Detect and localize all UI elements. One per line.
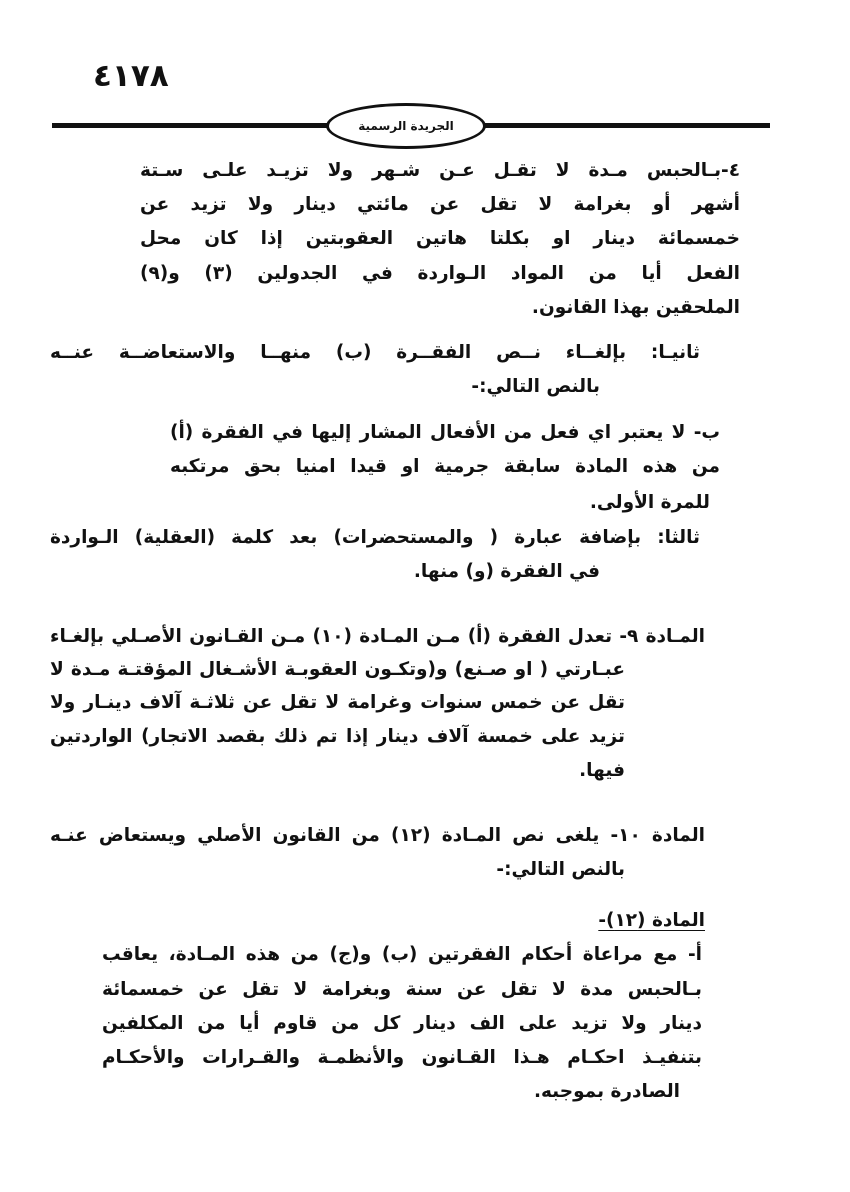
page-number: ٤١٧٨ (93, 58, 169, 94)
article10-line-2: بالنص التالي:- (496, 859, 625, 880)
article12-line-1: أ- مع مراعاة أحكام الفقرتين (ب) و(ج) من هذه المـادة، يعاقب (102, 944, 702, 965)
article9-line-3: تقل عن خمس سنوات وغرامة لا تقل عن ثلاثـة آلاف دينـار ولا (50, 692, 625, 713)
second-line-2: بالنص التالي:- (471, 376, 600, 397)
item4-line-2: أشهر أو بغرامة لا تقل عن مائتي دينار ولا تزيد عن (140, 194, 740, 215)
item4-line-1: ٤-بـالحبس مـدة لا تقـل عـن شـهر ولا تزيـد علـى سـتة (140, 160, 740, 181)
item4-line-5: الملحقين بهذا القانون. (531, 297, 740, 318)
article12-line-4: بتنفيـذ احكـام هـذا القـانون والأنظمـة والقـرارات والأحكـام (102, 1047, 702, 1068)
article12-line-5: الصادرة بموجبه. (533, 1081, 680, 1102)
item4-line-3: خمسمائة دينار او بكلتا هاتين العقوبتين إذا كان محل (140, 228, 740, 249)
article9-line-2: عبـارتي ( او صـنع) و(وتكـون العقوبـة الأشـغال المؤقتـة مـدة لا (50, 659, 625, 680)
gazette-title-oval (326, 103, 486, 149)
article12-heading: المادة (١٢)- (598, 910, 705, 931)
third-line-1: ثالثا: بإضافة عبارة ( والمستحضرات) بعد كلمة (العقلية) الـواردة (50, 527, 700, 548)
article9-line-5: فيها. (579, 760, 625, 781)
para-b-line-2: من هذه المادة سابقة جرمية او قيدا امنيا بحق مرتكبه (170, 456, 720, 477)
third-line-2: في الفقرة (و) منها. (413, 561, 600, 582)
para-b-line-3: للمرة الأولى. (589, 492, 710, 513)
article12-line-3: دينار ولا تزيد على الف دينار كل من قاوم أيا من المكلفين (102, 1013, 702, 1034)
para-b-line-1: ب- لا يعتبر اي فعل من الأفعال المشار إليها في الفقرة (أ) (170, 422, 720, 443)
second-line-1: ثانيـا: بإلغــاء نــص الفقــرة (ب) منهــا والاستعاضــة عنــه (50, 342, 700, 363)
article9-line-1: المـادة ٩- تعدل الفقرة (أ) مـن المـادة (١٠) مـن القـانون الأصـلي بإلغـاء (50, 626, 705, 647)
gazette-title: الجريدة الرسمية (358, 119, 454, 133)
article10-line-1: المادة ١٠- يلغى نص المـادة (١٢) من القانون الأصلي ويستعاض عنـه (50, 825, 705, 846)
article9-line-4: تزيد على خمسة آلاف دينار إذا تم ذلك بقصد الاتجار) الواردتين (50, 726, 625, 747)
item4-line-4: الفعل أيا من المواد الـواردة في الجدولين (٣) و(٩) (140, 263, 740, 284)
article12-line-2: بـالحبس مدة لا تقل عن سنة وبغرامة لا تقل عن خمسمائة (102, 979, 702, 1000)
